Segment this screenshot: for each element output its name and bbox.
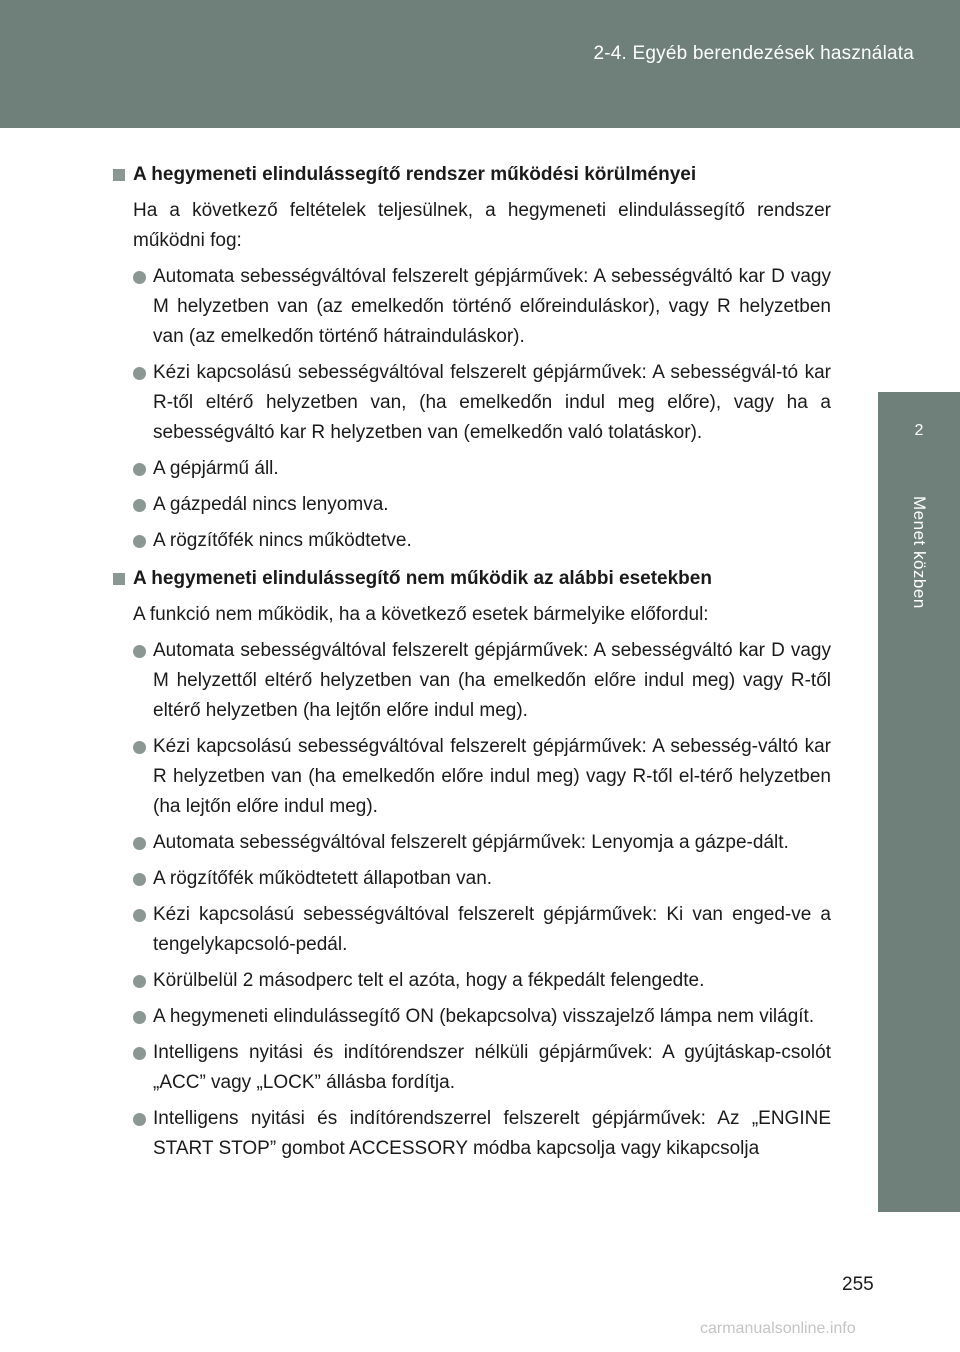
round-bullet-icon — [133, 837, 146, 850]
round-bullet-icon — [133, 909, 146, 922]
round-bullet-icon — [133, 463, 146, 476]
section-intro: Ha a következő feltételek teljesülnek, a hegymeneti elindulássegítő rendszer működni fog: — [133, 200, 831, 251]
round-bullet-icon — [133, 1011, 146, 1024]
list-item — [133, 1038, 831, 1098]
round-bullet-icon — [133, 367, 146, 380]
section-heading-exceptions — [113, 566, 831, 592]
list-item — [133, 1002, 831, 1032]
list-item-text: Kézi kapcsolású sebességváltóval felszerelt gépjárművek: A sebesség-váltó kar R helyzetben van (ha emelkedőn előre indul meg) vagy R-től el-térő helyzetben (ha lejtőn előre indul meg). — [153, 736, 831, 817]
list-item-text: Kézi kapcsolású sebességváltóval felszerelt gépjárművek: Ki van enged-ve a tengelykapcsoló-pedál. — [153, 904, 831, 955]
chapter-tab — [878, 476, 960, 1212]
list-item — [133, 358, 831, 448]
round-bullet-icon — [133, 741, 146, 754]
watermark: carmanualsonline.info — [700, 1320, 856, 1337]
list-item — [133, 966, 831, 996]
round-bullet-icon — [133, 975, 146, 988]
square-bullet-icon — [113, 169, 125, 181]
list-item — [133, 1104, 831, 1164]
list-item-text: Kézi kapcsolású sebességváltóval felszerelt gépjárművek: A sebességvál-tó kar R-től eltérő helyzetben van, (ha emelkedőn indul meg előre), vagy ha a sebességváltó kar R helyzetben van (emelkedőn való tolatáskor). — [153, 362, 831, 443]
list-item — [133, 828, 831, 858]
list-item — [133, 526, 831, 556]
round-bullet-icon — [133, 499, 146, 512]
chapter-tab-label: Menet közben — [910, 496, 929, 609]
list-item — [133, 732, 831, 822]
section-heading-conditions — [113, 162, 831, 188]
page-number: 255 — [842, 1274, 874, 1295]
list-item — [133, 636, 831, 726]
chapter-title: 2-4. Egyéb berendezések használata — [593, 43, 914, 64]
round-bullet-icon — [133, 535, 146, 548]
round-bullet-icon — [133, 1047, 146, 1060]
page-content — [113, 162, 831, 1170]
list-item-text: A hegymeneti elindulássegítő ON (bekapcsolva) visszajelző lámpa nem világít. — [153, 1006, 815, 1027]
list-item-text: Automata sebességváltóval felszerelt gépjárművek: A sebességváltó kar D vagy M helyzettől eltérő helyzetben van (ha emelkedőn előre indul meg) vagy R-től eltérő helyzetben (ha lejtőn előre indul meg). — [153, 640, 831, 721]
square-bullet-icon — [113, 573, 125, 585]
header-band — [0, 0, 960, 128]
list-item-text: A rögzítőfék nincs működtetve. — [153, 530, 412, 551]
section-heading-text: A hegymeneti elindulássegítő nem működik az alábbi esetekben — [133, 568, 712, 589]
list-item-text: Automata sebességváltóval felszerelt gépjárművek: Lenyomja a gázpe-dált. — [153, 832, 789, 853]
list-item — [133, 864, 831, 894]
list-item-text: A gázpedál nincs lenyomva. — [153, 494, 389, 515]
round-bullet-icon — [133, 1113, 146, 1126]
list-item-text: A gépjármű áll. — [153, 458, 279, 479]
list-item-text: Intelligens nyitási és indítórendszer nélküli gépjárművek: A gyújtáskap-csolót „ACC” vagy „LOCK” állásba fordítja. — [153, 1042, 831, 1093]
section-intro: A funkció nem működik, ha a következő esetek bármelyike előfordul: — [133, 604, 709, 625]
chapter-tab-number: 2 — [878, 392, 960, 476]
list-item-text: Körülbelül 2 másodperc telt el azóta, hogy a fékpedált felengedte. — [153, 970, 705, 991]
section-heading-text: A hegymeneti elindulássegítő rendszer működési körülményei — [133, 164, 697, 185]
round-bullet-icon — [133, 645, 146, 658]
round-bullet-icon — [133, 271, 146, 284]
list-item — [133, 900, 831, 960]
list-item-text: A rögzítőfék működtetett állapotban van. — [153, 868, 493, 889]
list-item — [133, 262, 831, 352]
list-item — [133, 490, 831, 520]
list-item-text: Automata sebességváltóval felszerelt gépjárművek: A sebességváltó kar D vagy M helyzetben van (az emelkedőn történő előreinduláskor), vagy R helyzetben van (az emelkedőn történő hátrainduláskor). — [153, 266, 831, 347]
list-item-text: Intelligens nyitási és indítórendszerrel felszerelt gépjárművek: Az „ENGINE START STOP” gombot ACCESSORY módba kapcsolja vagy kikapcsolja — [153, 1108, 831, 1159]
list-item — [133, 454, 831, 484]
round-bullet-icon — [133, 873, 146, 886]
